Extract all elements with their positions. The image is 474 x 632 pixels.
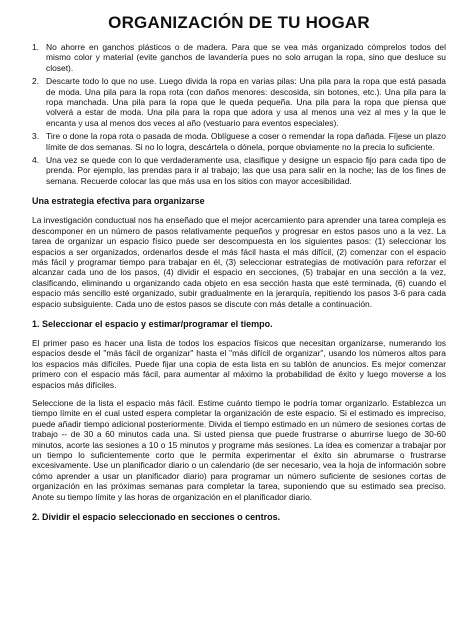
list-item bbox=[32, 76, 446, 128]
section-heading-strategy: Una estrategia efectiva para organizarse bbox=[32, 196, 205, 207]
list-item-number: 4. bbox=[32, 155, 40, 166]
list-item-number: 2. bbox=[32, 76, 40, 87]
tips-list bbox=[32, 42, 446, 186]
list-item-text: Tire o done la ropa rota o pasada de moda. Oblíguese a coser o remendar la ropa dañada. Fíjese un plazo límite de dos semanas. Si no lo logra, descártela o dónela, porque obviamente no la precia lo suficiente. bbox=[46, 131, 446, 152]
list-item-number: 1. bbox=[32, 42, 40, 52]
document-title: ORGANIZACIÓN DE TU HOGAR bbox=[108, 13, 370, 32]
section-heading-divide-space: 2. Dividir el espacio seleccionado en secciones o centros. bbox=[32, 512, 281, 523]
list-item-text: Una vez se quede con lo que verdaderamente usa, clasifique y designe un espacio fijo para cada tipo de prenda. Por ejemplo, las prendas para ir al trabajo; las que usa para salir en la noche; las de los fines de semana. Recuerde colocar las que más usa en los sitios con mayor accesibilidad. bbox=[46, 155, 446, 186]
list-item-number: 3. bbox=[32, 131, 40, 142]
paragraph: La investigación conductual nos ha enseñado que el mejor acercamiento para aprender una tarea compleja es descomponer en un número de pasos relativamente pequeños y progresar en estos pasos uno a la vez. La tarea de organizar un espacio físico puede ser descompuesta en los siguientes pasos: (1) seleccionar los espacios a ser organizados, ordenarlos desde el más fácil hasta el más difícil, (2) comenzar con el espacio más fácil y programar tiempo para trabajar en él, (3) seleccionar estrategias de motivación para reforzar el alcanzar cada uno de los pasos, (4) dividir el espacio en secciones, (5) trabajar en una sección a la vez, clasificando, eliminando u organizando cada objeto en esa sección hasta que esté terminada, (6) cuando el espacio más sencillo esté organizado, subir gradualmente en la jerarquía, repitiendo los pasos 3-6 para cada espacio subsiguiente. Cada uno de estos pasos se discute con más detalle a continuación. bbox=[32, 215, 446, 309]
document-page bbox=[32, 12, 446, 531]
section-heading-select-space: 1. Seleccionar el espacio y estimar/programar el tiempo. bbox=[32, 318, 273, 329]
paragraph: Seleccione de la lista el espacio más fácil. Estime cuánto tiempo le podría tomar organizarlo. Establezca un tiempo límite en el cual usted espera completar la organización de este espacio. Si el estimado es impreciso, puede añadir tiempo adicional posteriormente. Divida el tiempo estimado en un número de sesiones cortas de trabajo -- de 30 a 60 minutos cada una. Si usted piensa que puede frustrarse o aburrirse luego de 30-60 minutos, acorte las sesiones a 10 o 15 minutos y programe más sesiones. La idea es comenzar a trabajar por un tiempo lo suficientemente corto que le permita experimentar el éxito sin abrumarse o frustrarse excesivamente. Use un planificador diario o un calendario (de ser necesario, vea la hoja de información sobre cómo aprender a usar un planificador diario) para programar un número suficiente de sesiones cortas de organización en las próximas semanas para completar la tarea, suponiendo que su estimado sea preciso. Anote su tiempo límite y las horas de organización en el planificador diario. bbox=[32, 397, 446, 502]
list-item bbox=[32, 42, 446, 73]
list-item-text: No ahorre en ganchos plásticos o de madera. Para que se vea más organizado cómprelos todos del mismo color y material (evite ganchos de lavandería pues no solo arrugan la ropa, sino que desluce su closet). bbox=[46, 42, 446, 73]
list-item-text: Descarte todo lo que no use. Luego divida la ropa en varias pilas: Una pila para la ropa que está pasada de moda. Una pila para la ropa rota (con daños menores: descosida, sin botones, etc.). Una pila para la ropa manchada. Una pila para la ropa que le queda pequeña. Una pila para la ropa que piensa que volverá a estar de moda. Una pila para la ropa que adora y usa al menos una vez al mes y la que le encanta y usa al menos dos veces al año (vestuario para eventos especiales). bbox=[46, 76, 446, 128]
paragraph: El primer paso es hacer una lista de todos los espacios físicos que necesitan organizarse, numerando los espacios desde el "más fácil de organizar" hasta el "más difícil de organizar", usando los números altos para los espacios más difíciles. Puede fijar una copia de esta lista en su tablón de anuncios. Es mejor comenzar primero con el espacio más fácil, para aumentar al máximo la probabilidad de éxito y luego moverse a los espacios más difíciles. bbox=[32, 337, 446, 390]
list-item bbox=[32, 155, 446, 186]
list-item bbox=[32, 131, 446, 152]
